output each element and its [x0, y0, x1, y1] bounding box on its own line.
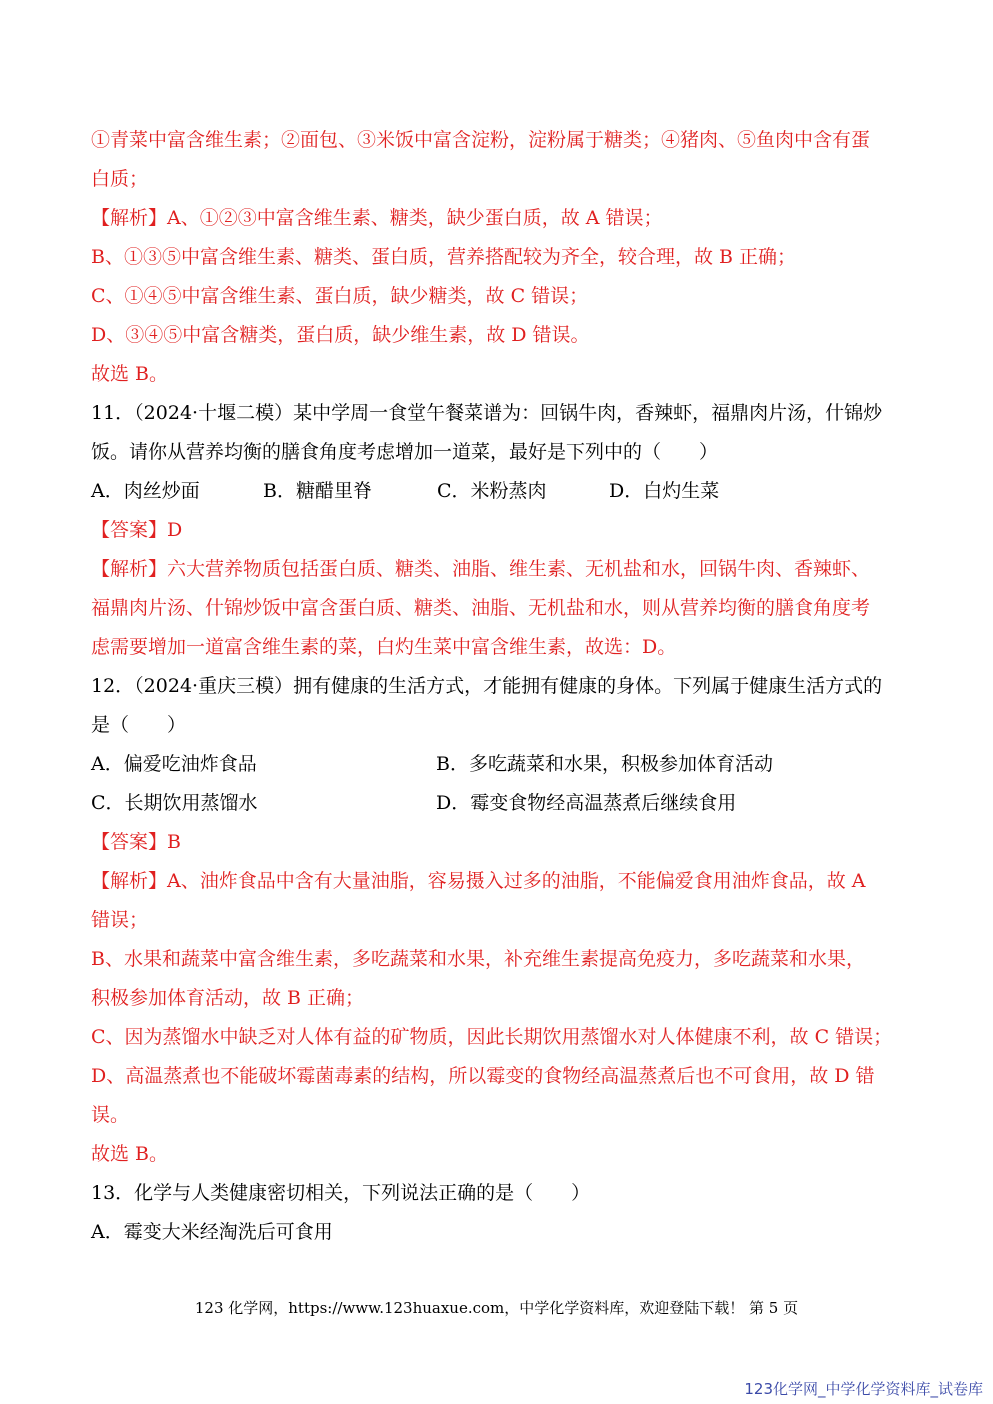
text-line: C、因为蒸馏水中缺乏对人体有益的矿物质，因此长期饮用蒸馏水对人体健康不利，故 C 错误； — [91, 1026, 893, 1048]
answer-option: D．白灼生菜 — [609, 480, 720, 502]
text-line: 11．（2024·十堰二模）某中学周一食堂午餐菜谱为：回锅牛肉，香辣虾，福鼎肉片汤，什锦炒 — [91, 402, 883, 424]
text-line: 故选 B。 — [91, 363, 169, 385]
answer-option: C．米粉蒸肉 — [437, 480, 547, 502]
text-line: 故选 B。 — [91, 1143, 169, 1165]
watermark-text: 123化学网_中学化学资料库_试卷库 — [744, 1380, 983, 1398]
text-line: 错误； — [91, 909, 149, 931]
text-line: ①青菜中富含维生素；②面包、③米饭中富含淀粉，淀粉属于糖类；④猪肉、⑤鱼肉中含有蛋 — [91, 129, 871, 151]
text-line: C、①④⑤中富含维生素、蛋白质，缺少糖类，故 C 错误； — [91, 285, 589, 307]
text-line: 福鼎肉片汤、什锦炒饭中富含蛋白质、糖类、油脂、无机盐和水，则从营养均衡的膳食角度考 — [91, 597, 871, 619]
answer-option: B．多吃蔬菜和水果，积极参加体育活动 — [436, 753, 773, 775]
text-line: 虑需要增加一道富含维生素的菜，白灼生菜中富含维生素，故选：D。 — [91, 636, 677, 658]
text-line: D、高温蒸煮也不能破坏霉菌毒素的结构，所以霉变的食物经高温蒸煮后也不可食用，故 D 错 — [91, 1065, 875, 1087]
page-footer: 123 化学网，https://www.123huaxue.com，中学化学资料库，欢迎登陆下载！ 第 5 页 — [194, 1299, 799, 1317]
answer-option: A．肉丝炒面 — [91, 480, 200, 502]
answer-option: C．长期饮用蒸馏水 — [91, 792, 258, 814]
text-line: 饭。请你从营养均衡的膳食角度考虑增加一道菜，最好是下列中的（ ） — [91, 441, 719, 463]
answer-option: A．偏爱吃油炸食品 — [91, 753, 257, 775]
text-line: 12．（2024·重庆三模）拥有健康的生活方式，才能拥有健康的身体。下列属于健康生活方式的 — [91, 675, 883, 697]
text-line: 白质； — [91, 168, 149, 190]
answer-option: D．霉变食物经高温蒸煮后继续食用 — [436, 792, 737, 814]
options-row — [91, 472, 923, 511]
text-line: 【解析】A、①②③中富含维生素、糖类，缺少蛋白质，故 A 错误； — [91, 207, 663, 229]
text-line: B、①③⑤中富含维生素、糖类、蛋白质，营养搭配较为齐全，较合理，故 B 正确； — [91, 246, 797, 268]
text-line: 【答案】D — [91, 519, 183, 541]
text-line: 【解析】六大营养物质包括蛋白质、糖类、油脂、维生素、无机盐和水，回锅牛肉、香辣虾、 — [91, 558, 871, 580]
text-line: 误。 — [91, 1104, 130, 1126]
text-line: A．霉变大米经淘洗后可食用 — [91, 1221, 333, 1243]
options-row — [91, 784, 923, 823]
text-line: 积极参加体育活动，故 B 正确； — [91, 987, 365, 1009]
text-line: 是（ ） — [91, 714, 187, 736]
text-line: B、水果和蔬菜中富含维生素，多吃蔬菜和水果，补充维生素提高免疫力，多吃蔬菜和水果， — [91, 948, 865, 970]
text-line: 【答案】B — [91, 831, 181, 853]
text-line: D、③④⑤中富含糖类，蛋白质，缺少维生素，故 D 错误。 — [91, 324, 590, 346]
answer-option: B．糖醋里脊 — [263, 480, 372, 502]
options-row — [91, 745, 923, 784]
text-line: 13．化学与人类健康密切相关，下列说法正确的是（ ） — [91, 1182, 591, 1204]
text-line: 【解析】A、油炸食品中含有大量油脂，容易摄入过多的油脂，不能偏爱食用油炸食品，故 A — [91, 870, 866, 892]
